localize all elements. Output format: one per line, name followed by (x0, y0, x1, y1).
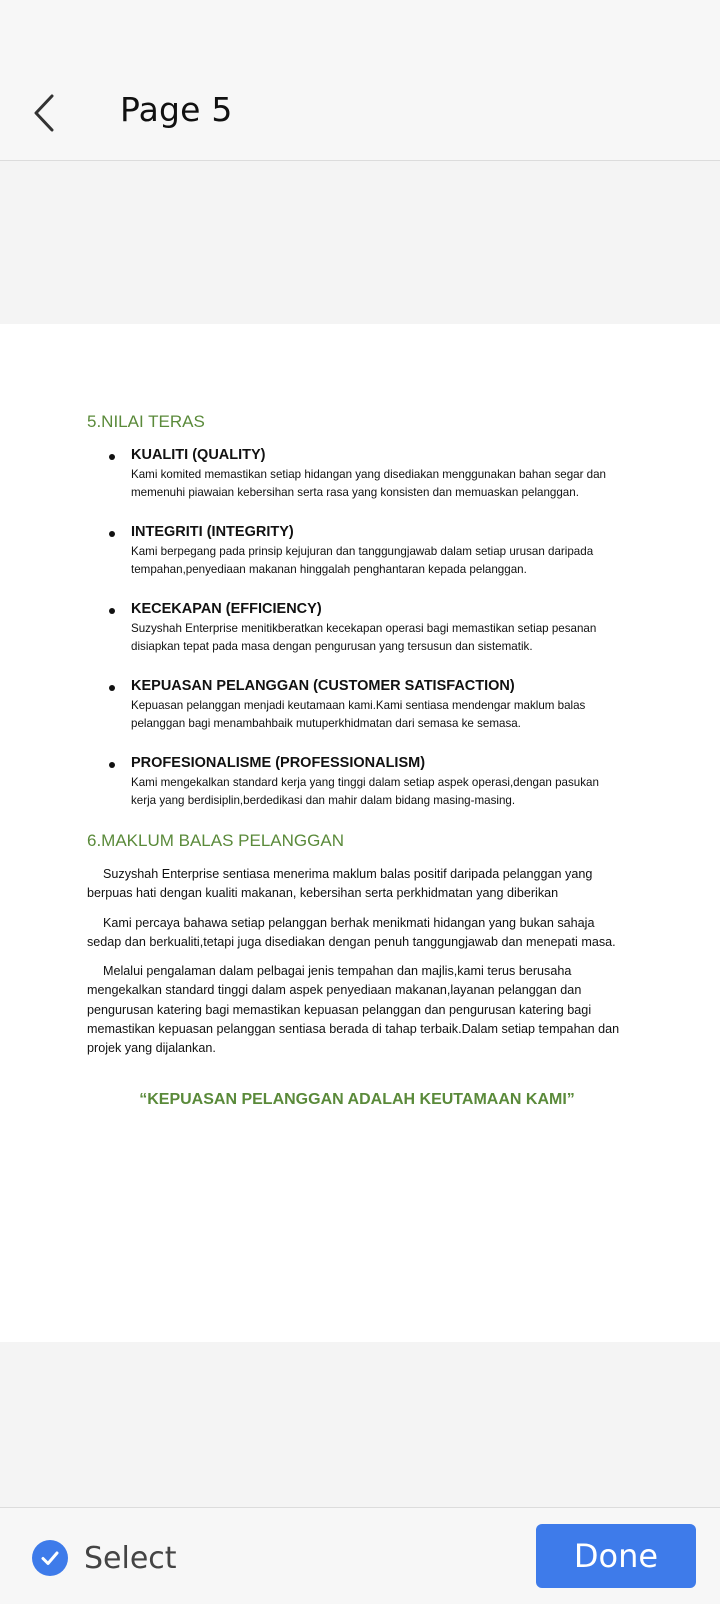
value-description: Kepuasan pelanggan menjadi keutamaan kami.Kami sentiasa mendengar maklum balas pelanggan bagi menambahbaik mutuperkhidmatan dari semasa ke semasa. (131, 699, 586, 730)
value-title: INTEGRITI (INTEGRITY) (131, 524, 294, 540)
value-title: PROFESIONALISME (PROFESSIONALISM) (131, 755, 426, 771)
back-button[interactable] (28, 88, 68, 138)
section-title-maklum-balas: 6.MAKLUM BALAS PELANGGAN (87, 831, 344, 850)
value-description: Kami mengekalkan standard kerja yang tinggi dalam setiap aspek operasi,dengan pasukan kerja yang berdisiplin,berdedikasi dan mahir dalam bidang masing-masing. (131, 776, 599, 807)
check-circle-icon (32, 1540, 68, 1576)
list-item (87, 677, 627, 732)
list-item (87, 523, 627, 578)
value-title: KECEKAPAN (EFFICIENCY) (131, 601, 322, 617)
core-values-list (87, 446, 627, 809)
paragraph: Suzyshah Enterprise sentiasa menerima maklum balas positif daripada pelanggan yang berpuas hati dengan kualiti makanan, kebersihan serta perkhidmatan yang diberikan (87, 867, 593, 901)
document-content (87, 412, 627, 1109)
value-title: KEPUASAN PELANGGAN (CUSTOMER SATISFACTION) (131, 678, 515, 694)
value-description: Kami komited memastikan setiap hidangan yang disediakan menggunakan bahan segar dan memenuhi piawaian kebersihan serta rasa yang konsisten dan memuaskan pelanggan. (131, 468, 607, 499)
document-page (0, 324, 720, 1342)
section-title-nilai-teras: 5.NILAI TERAS (87, 412, 205, 431)
quote: “KEPUASAN PELANGGAN ADALAH KEUTAMAAN KAMI” (139, 1090, 575, 1108)
value-title: KUALITI (QUALITY) (131, 447, 266, 463)
select-toggle[interactable] (32, 1538, 177, 1578)
chevron-left-icon (28, 88, 68, 138)
paragraph: Melalui pengalaman dalam pelbagai jenis tempahan dan majlis,kami terus berusaha mengekalkan standard tinggi dalam aspek penyediaan makanan,layanan pelanggan dan pengurusan katering bagi memastikan kepuasan pelanggan dan pengurusan katering bagi memastikan kepuasan pelanggan sentiasa berada di tahap terbaik.Dalam setiap tempahan dan projek yang dijalankan. (87, 964, 620, 1056)
select-label: Select (84, 1540, 177, 1576)
top-bar (0, 0, 720, 161)
value-description: Suzyshah Enterprise menitikberatkan kecekapan operasi bagi memastikan setiap pesanan disiapkan tepat pada masa dengan pengurusan yang tersusun dan sistematik. (131, 622, 597, 653)
page-title: Page 5 (120, 90, 233, 129)
value-description: Kami berpegang pada prinsip kejujuran dan tanggungjawab dalam setiap urusan daripada tempahan,penyediaan makanan hinggalah penghantaran kepada pelanggan. (131, 545, 594, 576)
list-item (87, 754, 627, 809)
list-item (87, 600, 627, 655)
done-button[interactable]: Done (536, 1524, 696, 1588)
bottom-bar (0, 1507, 720, 1604)
paragraph: Kami percaya bahawa setiap pelanggan berhak menikmati hidangan yang bukan sahaja sedap dan berkualiti,tetapi juga disediakan dengan penuh tanggungjawab dan menepati masa. (87, 915, 616, 949)
list-item (87, 446, 627, 501)
